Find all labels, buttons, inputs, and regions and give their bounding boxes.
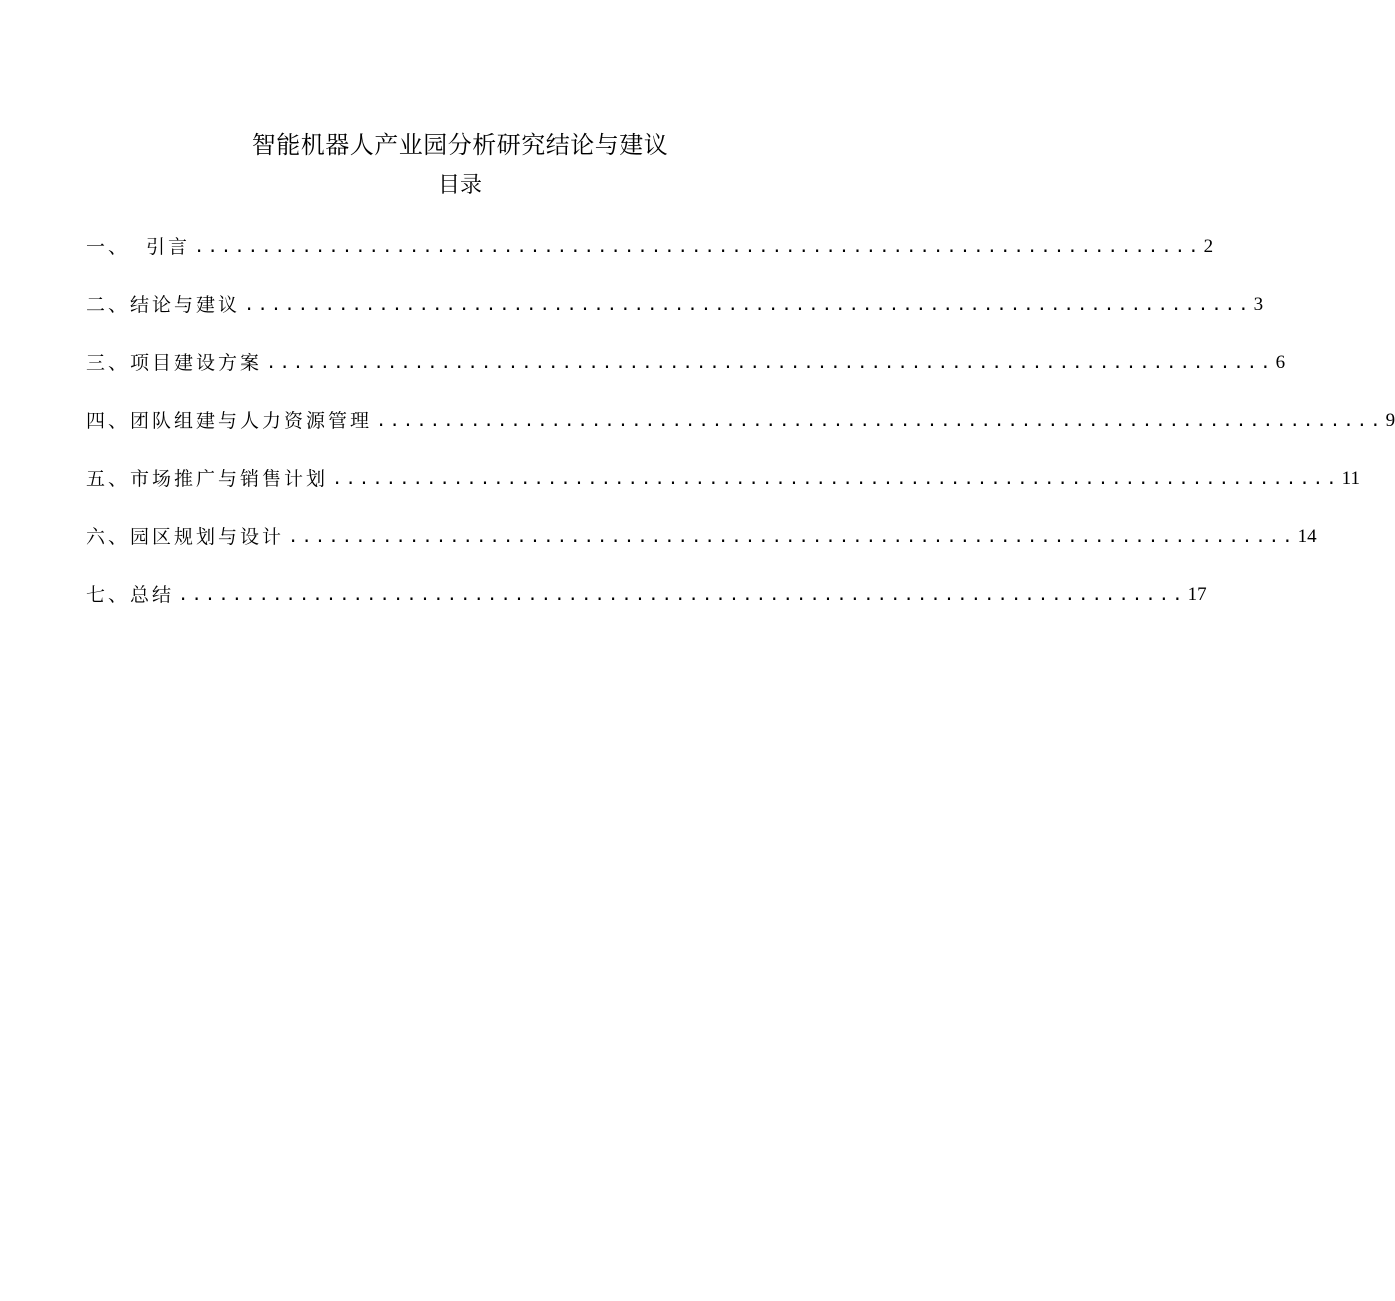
- toc-entry-label: 总结: [130, 584, 175, 606]
- toc-entry-number: 四、: [86, 410, 131, 432]
- toc-entry-label: 园区规划与设计: [130, 526, 285, 548]
- toc-page-number: 14: [1297, 526, 1317, 547]
- toc-entry-conclusions[interactable]: [86, 286, 1264, 320]
- toc-entry-construction-plan[interactable]: [86, 344, 1286, 378]
- toc-dot-leader: ...........................................................................: [288, 527, 1296, 547]
- toc-entry-introduction[interactable]: [86, 228, 1214, 262]
- toc-entry-label: 团队组建与人力资源管理: [130, 410, 373, 432]
- toc-page-number: 2: [1203, 236, 1214, 257]
- toc-dot-leader: ...........................................................................: [266, 353, 1274, 373]
- toc-entry-park-planning[interactable]: [86, 518, 1317, 552]
- toc-entry-number: 七、: [86, 584, 131, 606]
- toc-entry-team-hr[interactable]: [86, 402, 1395, 436]
- toc-dot-leader: ...........................................................................: [194, 237, 1202, 257]
- toc-page-number: 11: [1341, 468, 1360, 489]
- toc-entry-label: 项目建设方案: [130, 352, 263, 374]
- toc-dot-leader: ...........................................................................: [332, 469, 1340, 489]
- toc-page-number: 9: [1385, 410, 1395, 431]
- toc-entry-number: 六、: [86, 526, 131, 548]
- toc-page-number: 17: [1187, 584, 1207, 605]
- toc-entry-label: 引言: [146, 236, 191, 258]
- toc-entry-label: 结论与建议: [130, 294, 241, 316]
- toc-entry-marketing-sales[interactable]: [86, 460, 1360, 494]
- toc-entry-summary[interactable]: [86, 576, 1207, 610]
- toc-dot-leader: ...........................................................................: [178, 585, 1186, 605]
- toc-page-number: 3: [1253, 294, 1264, 315]
- toc-entry-number: 二、: [86, 294, 131, 316]
- toc-entry-number: 五、: [86, 468, 131, 490]
- toc-entry-number: 三、: [86, 352, 131, 374]
- toc-dot-leader: ...........................................................................: [244, 295, 1252, 315]
- toc-entry-label: 市场推广与销售计划: [130, 468, 329, 490]
- toc-heading: 目录: [437, 173, 482, 198]
- toc-dot-leader: ...........................................................................: [376, 411, 1384, 431]
- toc-page-number: 6: [1275, 352, 1286, 373]
- toc-entry-number: 一、: [86, 236, 131, 258]
- document-title: 智能机器人产业园分析研究结论与建议: [251, 131, 669, 159]
